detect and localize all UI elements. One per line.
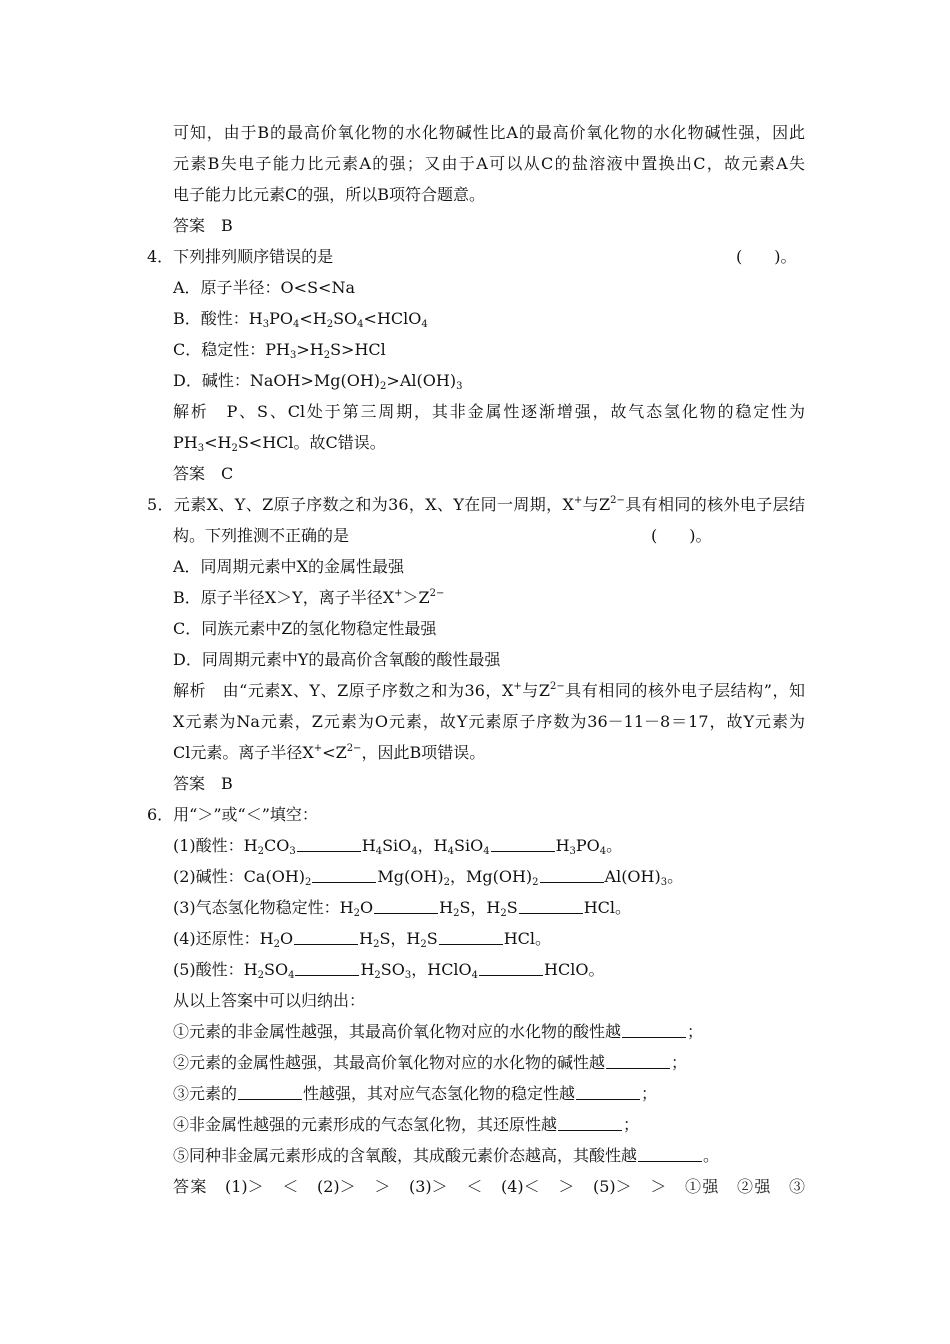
q5-option-b-part2: ＞Z bbox=[402, 588, 430, 607]
q6-part5-label: (5)酸性： bbox=[173, 960, 244, 979]
q6-summary-5-text: ⑤同种非金属元素形成的含氧酸，其成酸元素价态越高，其酸性越 bbox=[173, 1146, 638, 1165]
fill-blank[interactable] bbox=[519, 899, 583, 914]
q4-explanation-line2: $PH_3<H_2S<HCl$。故C错误。 bbox=[173, 433, 386, 454]
q6-summary-4-text: ④非金属性越强的元素形成的气态氢化物，其还原性越 bbox=[173, 1115, 558, 1134]
q5-answer: 答案 B bbox=[173, 774, 233, 793]
fill-blank[interactable] bbox=[295, 961, 359, 976]
q3-answer: 答案 B bbox=[173, 216, 233, 235]
fill-blank[interactable] bbox=[606, 1054, 670, 1069]
fill-blank[interactable] bbox=[622, 1023, 686, 1038]
q6-part3-label: (3)气态氢化物稳定性： bbox=[173, 898, 340, 917]
q4-option-c-label: C．稳定性： bbox=[173, 340, 266, 359]
q5-exp3-part1: Cl元素。离子半径X bbox=[173, 743, 314, 762]
q3-explanation-line2: 元素B失电子能力比元素A的强；又由于A可以从C的盐溶液中置换出C，故元素A失 bbox=[173, 154, 805, 173]
q5-exp3-part3: ，因此B项错误。 bbox=[361, 743, 486, 762]
fill-blank[interactable] bbox=[491, 837, 555, 852]
q5-stem-part3: 具有相同的核外电子层结 bbox=[624, 495, 805, 514]
fill-blank[interactable] bbox=[540, 868, 604, 883]
q5-option-c: C．同族元素中Z的氢化物稳定性最强 bbox=[173, 619, 437, 638]
q5-exp1-part2: 与Z bbox=[521, 681, 550, 700]
q5-stem-line2: 构。下列推测不正确的是 bbox=[173, 526, 350, 545]
fill-blank[interactable] bbox=[576, 1085, 640, 1100]
q6-part4: (4)还原性：$H_2O$ $H_2S$，$H_2S$ HCl。 bbox=[173, 929, 552, 950]
q5-option-b-part1: B．原子半径X＞Y，离子半径X bbox=[173, 588, 395, 607]
q5-option-d: D．同周期元素中Y的最高价含氧酸的酸性最强 bbox=[173, 650, 501, 669]
fill-blank[interactable] bbox=[294, 930, 358, 945]
q6-stem: 6．用“＞”或“＜”填空： bbox=[147, 805, 318, 824]
q5-option-a: A．同周期元素中X的金属性最强 bbox=[173, 557, 404, 576]
fill-blank[interactable] bbox=[297, 837, 361, 852]
q5-option-b: B．原子半径X＞Y，离子半径$X^+>Z^{2-}$ bbox=[173, 588, 445, 607]
q6-summary-4: ④非金属性越强的元素形成的气态氢化物，其还原性越 ； bbox=[173, 1115, 640, 1134]
q6-summary-1: ①元素的非金属性越强，其最高价氧化物对应的水化物的酸性越 ； bbox=[173, 1022, 704, 1041]
q5-stem-part1: 5．元素X、Y、Z原子序数之和为36，X、Y在同一周期，X bbox=[147, 495, 574, 514]
q5-explanation-line1: 解析 由“元素X、Y、Z原子序数之和为36，X+与$Z^{2-}$具有相同的核外电子层结构”，知 bbox=[173, 681, 805, 700]
q6-part1: (1)酸性：$H_2CO_3$ $H_4SiO_4$，$H_4SiO_4$ $H_3PO_4$。 bbox=[173, 836, 623, 857]
fill-blank[interactable] bbox=[439, 930, 503, 945]
q6-part2-label: (2)碱性： bbox=[173, 867, 244, 886]
q6-summary-1-text: ①元素的非金属性越强，其最高价氧化物对应的水化物的酸性越 bbox=[173, 1022, 622, 1041]
q5-exp1-part3: 具有相同的核外电子层结构”，知 bbox=[564, 681, 805, 700]
q6-part5: (5)酸性：$H_2SO_4$ $H_2SO_3$，HClO$_4$ HClO。 bbox=[173, 960, 605, 981]
q6-part3: (3)气态氢化物稳定性：$H_2O$ $H_2S$，$H_2S$ HCl。 bbox=[173, 898, 632, 919]
q4-option-b: B．酸性：$H_3PO_4<H_2SO_4<HClO_4$ bbox=[173, 309, 428, 330]
q5-explanation-line2: X元素为Na元素，Z元素为O元素，故Y元素原子序数为36－11－8＝17，故Y元素为 bbox=[173, 712, 805, 731]
fill-blank[interactable] bbox=[238, 1085, 302, 1100]
q6-answer: 答案 (1)＞ ＜ (2)＞ ＞ (3)＞ ＜ (4)＜ ＞ (5)＞ ＞ ①强 ②强 ③ bbox=[173, 1177, 805, 1196]
q3-explanation-line3: 电子能力比元素C的强，所以B项符合题意。 bbox=[173, 185, 486, 204]
fill-blank[interactable] bbox=[312, 868, 376, 883]
fill-blank[interactable] bbox=[479, 961, 543, 976]
q6-part2: (2)碱性：$Ca(OH)_2$ $Mg(OH)_2$，$Mg(OH)_2$ $Al(OH)_3$。 bbox=[173, 867, 684, 888]
q6-summary-intro: 从以上答案中可以归纳出： bbox=[173, 991, 366, 1010]
fill-blank[interactable] bbox=[374, 899, 438, 914]
fill-blank[interactable] bbox=[558, 1116, 622, 1131]
q6-summary-3-text-a: ③元素的 bbox=[173, 1084, 238, 1103]
q4-answer: 答案 C bbox=[173, 464, 234, 483]
q4-option-a: A．原子半径：O<S<Na bbox=[173, 278, 355, 297]
q4-option-d: D．碱性：$NaOH>Mg(OH)_2>Al(OH)_3$ bbox=[173, 371, 463, 392]
q4-explanation-line1: 解析 P、S、Cl处于第三周期，其非金属性逐渐增强，故气态氢化物的稳定性为 bbox=[173, 402, 805, 421]
fill-blank[interactable] bbox=[638, 1147, 702, 1162]
q6-part1-label: (1)酸性： bbox=[173, 836, 244, 855]
q4-option-d-label: D．碱性： bbox=[173, 371, 250, 390]
q4-option-b-label: B．酸性： bbox=[173, 309, 249, 328]
q6-summary-3-text-b: 性越强，其对应气态氢化物的稳定性越 bbox=[303, 1084, 576, 1103]
q6-summary-3: ③元素的 性越强，其对应气态氢化物的稳定性越 ； bbox=[173, 1084, 658, 1103]
q4-explanation-line2-text: S<HCl。故C错误。 bbox=[237, 433, 386, 452]
q5-stem-part2: 与Z bbox=[582, 495, 611, 514]
q6-summary-2-text: ②元素的金属性越强，其最高价氧化物对应的水化物的碱性越 bbox=[173, 1053, 606, 1072]
q5-answer-paren: ( )。 bbox=[651, 526, 712, 545]
q3-explanation-line1: 可知，由于B的最高价氧化物的水化物碱性比A的最高价氧化物的水化物碱性强，因此 bbox=[173, 123, 805, 142]
q5-stem-line1: 5．元素X、Y、Z原子序数之和为36，X、Y在同一周期，X+与$Z^{2-}$具有相同的核外电子层结 bbox=[147, 495, 805, 514]
q5-explanation-line3: Cl元素。离子半径$X^+<Z^{2-}$，因此B项错误。 bbox=[173, 743, 486, 762]
q4-answer-paren: ( )。 bbox=[736, 247, 797, 266]
q6-part4-label: (4)还原性： bbox=[173, 929, 260, 948]
q5-exp1-part1: 解析 由“元素X、Y、Z原子序数之和为36，X bbox=[173, 681, 514, 700]
q5-exp3-part2: <Z bbox=[322, 743, 347, 762]
q4-option-c: C．稳定性：$PH_3>H_2S>HCl$ bbox=[173, 340, 386, 361]
q6-summary-2: ②元素的金属性越强，其最高价氧化物对应的水化物的碱性越 ； bbox=[173, 1053, 688, 1072]
q4-stem: 4．下列排列顺序错误的是 bbox=[147, 247, 334, 266]
q6-summary-5: ⑤同种非金属元素形成的含氧酸，其成酸元素价态越高，其酸性越 。 bbox=[173, 1146, 720, 1165]
